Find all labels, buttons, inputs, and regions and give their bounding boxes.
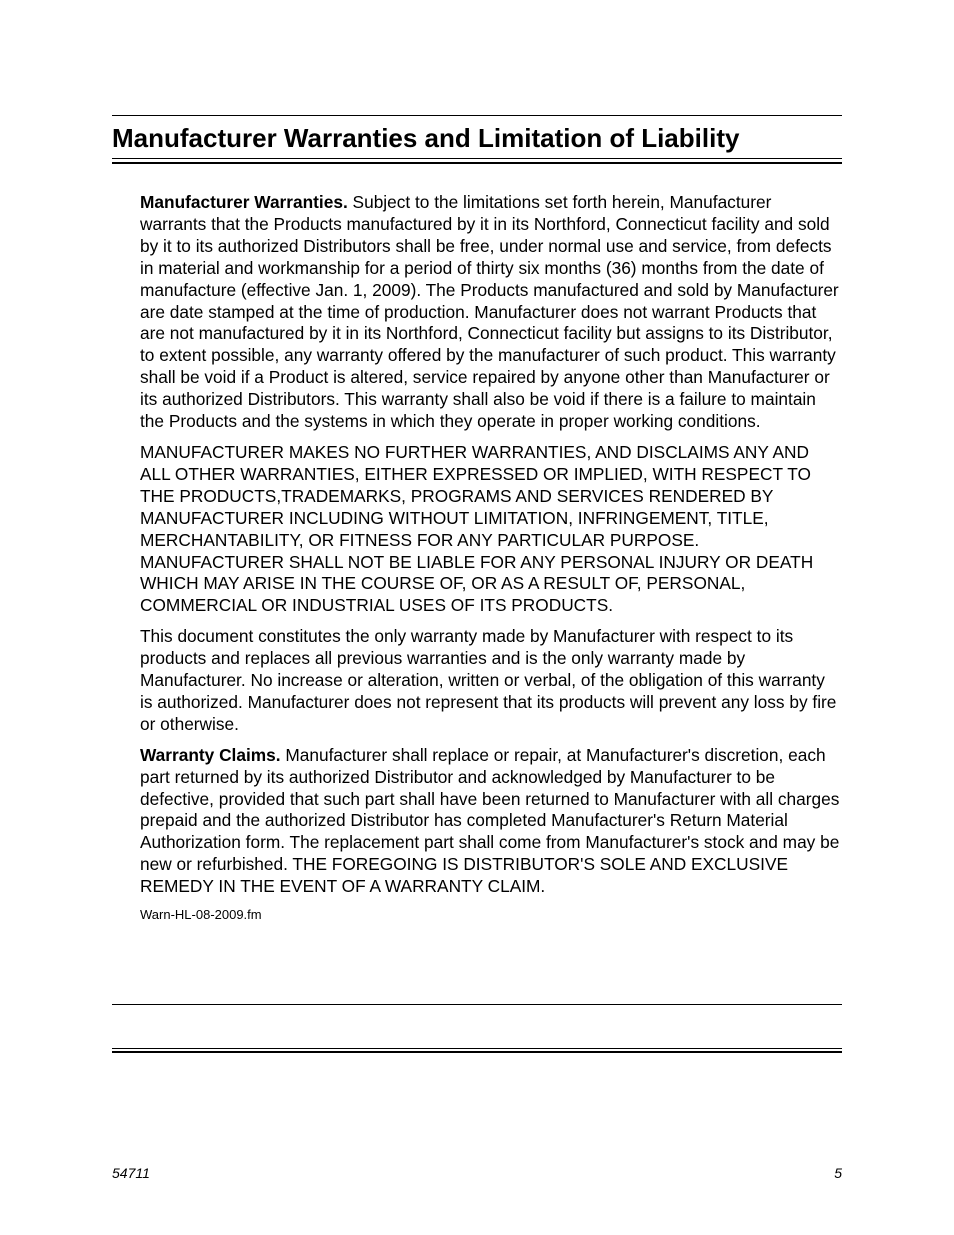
- disclaimer-paragraph: MANUFACTURER MAKES NO FURTHER WARRANTIES, AND DISCLAIMS ANY AND ALL OTHER WARRANTIES, EITHER EXPRESSED OR IMPLIED, WITH RESPECT TO THE PRODUCTS,TRADEMARKS, PROGRAMS AND SERVICES RENDERED BY MANUFACTURER INCLUDING WITHOUT LIMITATION, INFRINGEMENT, TITLE, MERCHANTABILITY, OR FITNESS FOR ANY PARTICULAR PURPOSE. MANUFACTURER SHALL NOT BE LIABLE FOR ANY PERSONAL INJURY OR DEATH WHICH MAY ARISE IN THE COURSE OF, OR AS A RESULT OF, PERSONAL, COMMERCIAL OR INDUSTRIAL USES OF ITS PRODUCTS.: [140, 441, 814, 616]
- footer-document-number: 54711: [112, 1165, 150, 1181]
- manufacturer-warranties-heading: Manufacturer Warranties.: [140, 192, 348, 212]
- lower-rule-thin: [112, 1048, 842, 1049]
- manufacturer-warranties-paragraph: [140, 192, 840, 433]
- warranty-body: [140, 192, 840, 923]
- footer-page-number: 5: [834, 1165, 842, 1181]
- lower-rule-thick: [112, 1051, 842, 1053]
- warranty-claims-heading: Warranty Claims.: [140, 744, 281, 765]
- title-underline-thick: [112, 162, 842, 164]
- warranty-claims-text: Manufacturer shall replace or repair, at Manufacturer's discretion, each part returned by its authorized Distributor and acknowledged by Manufacturer to be defective, provided that such part shall have been returned to Manufacturer with all charges prepaid and the authorized Distributor has completed Manufacturer's Return Material Authorization form. The replacement part shall come from Manufacturer's stock and may be new or refurbished. THE FOREGOING IS DISTRIBUTOR'S SOLE AND EXCLUSIVE REMEDY IN THE EVENT OF A WARRANTY CLAIM.: [140, 744, 840, 897]
- source-file-note: Warn-HL-08-2009.fm: [140, 907, 262, 923]
- body-end-rule: [112, 1004, 842, 1005]
- page-title: Manufacturer Warranties and Limitation of Liability: [112, 123, 740, 153]
- warranty-claims-paragraph: [140, 745, 840, 898]
- manufacturer-warranties-text: Subject to the limitations set forth herein, Manufacturer warrants that the Products manufactured by it in its Northford, Connecticut facility and sold by it to its authorized Distributors shall be free, under normal use and service, from defects in material and workmanship for a period of thirty six months (36) months from the date of manufacture (effective Jan. 1, 2009). The Products manufactured and sold by Manufacturer are date stamped at the time of production. Manufacturer does not warrant Products that are not manufactured by it in its Northford, Connecticut facility but assigns to its Distributor, to extent possible, any warranty offered by the manufacturer of such product. This warranty shall be void if a Product is altered, service repaired by anyone other than Manufacturer or its authorized Distributors. This warranty shall also be void if there is a failure to maintain the Products and the systems in which they operate in proper working conditions.: [140, 192, 839, 432]
- title-underline-thin: [112, 158, 842, 159]
- top-rule: [112, 115, 842, 116]
- only-warranty-paragraph: This document constitutes the only warranty made by Manufacturer with respect to its products and replaces all previous warranties and is the only warranty made by Manufacturer. No increase or alteration, written or verbal, of the obligation of this warranty is authorized. Manufacturer does not represent that its products will prevent any loss by fire or otherwise.: [140, 626, 837, 734]
